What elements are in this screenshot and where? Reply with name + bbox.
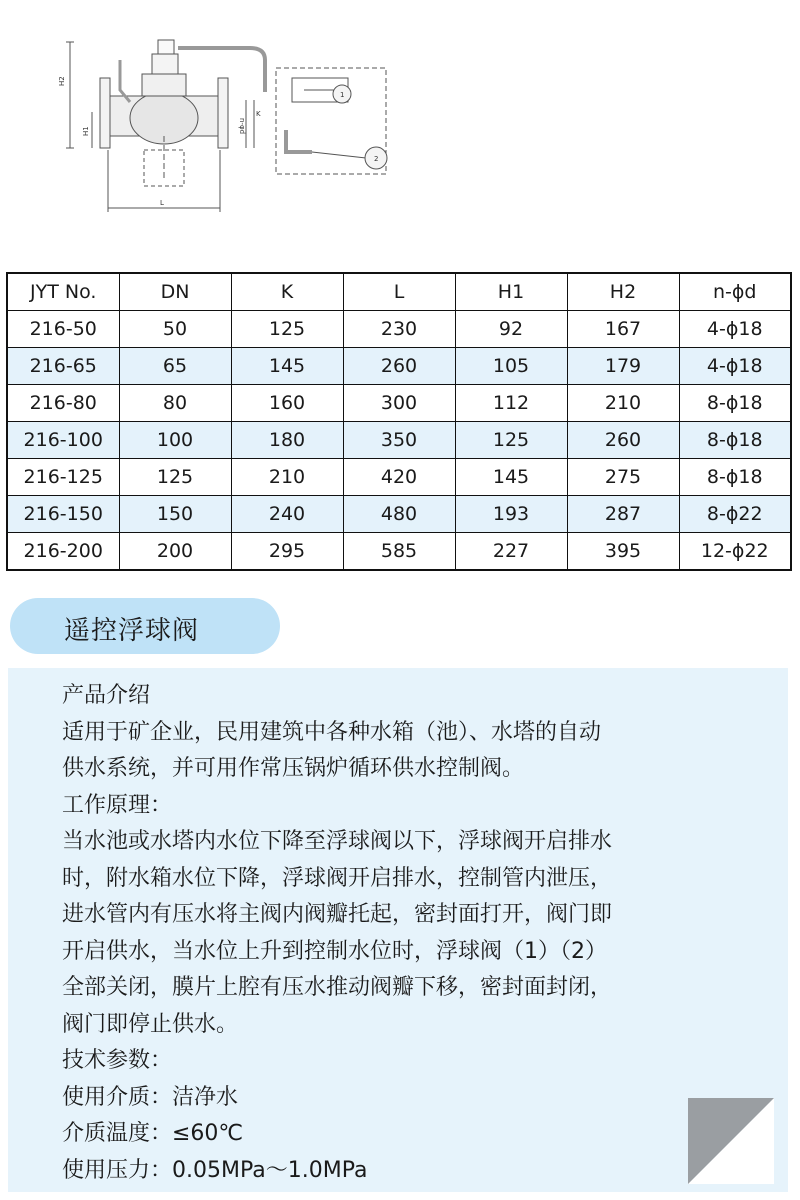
table-cell: 167: [567, 311, 679, 348]
table-cell: 240: [231, 496, 343, 533]
param-medium: 使用介质：洁净水: [62, 1084, 239, 1110]
table-cell: 480: [343, 496, 455, 533]
col-header-h1: H1: [455, 273, 567, 311]
paragraph-line: 时，附水箱水位下降，浮球阀开启排水，控制管内泄压，: [62, 865, 613, 891]
table-row: [7, 385, 791, 422]
table-cell: 125: [119, 459, 231, 496]
col-header-dn: DN: [119, 273, 231, 311]
table-cell: 8-ϕ22: [679, 496, 791, 533]
table-cell: 80: [119, 385, 231, 422]
table-row: [7, 311, 791, 348]
table-cell: 65: [119, 348, 231, 385]
valve-technical-drawing: [60, 30, 400, 220]
table-cell: 200: [119, 533, 231, 571]
page-corner-fold-icon: [688, 1098, 774, 1184]
table-cell: 4-ϕ18: [679, 311, 791, 348]
table-row: [7, 459, 791, 496]
col-header-jyt-no: JYT No.: [7, 273, 119, 311]
section-title: 遥控浮球阀: [64, 616, 200, 646]
table-cell: 216-150: [7, 496, 119, 533]
table-cell: 193: [455, 496, 567, 533]
table-cell: 4-ϕ18: [679, 348, 791, 385]
table-cell: 350: [343, 422, 455, 459]
col-header-k: K: [231, 273, 343, 311]
col-header-h2: H2: [567, 273, 679, 311]
table-cell: 260: [343, 348, 455, 385]
table-cell: 216-100: [7, 422, 119, 459]
table-cell: 216-80: [7, 385, 119, 422]
float-label-2: 2: [374, 155, 379, 163]
dim-label-k: K: [256, 110, 261, 118]
product-description-text: [62, 678, 742, 1189]
table-cell: 12-ϕ22: [679, 533, 791, 571]
table-cell: 105: [455, 348, 567, 385]
table-cell: 216-65: [7, 348, 119, 385]
table-cell: 210: [231, 459, 343, 496]
paragraph-line: 开启供水，当水位上升到控制水位时，浮球阀（1）（2）: [62, 938, 607, 964]
dim-label-h1: H1: [82, 126, 90, 136]
param-temperature: 介质温度：≤60℃: [62, 1121, 244, 1146]
dim-label-h2: H2: [58, 76, 66, 86]
table-cell: 180: [231, 422, 343, 459]
paragraph-line: 阀门即停止供水。: [62, 1011, 239, 1037]
table-cell: 260: [567, 422, 679, 459]
table-cell: 8-ϕ18: [679, 459, 791, 496]
section-title-pill: [10, 598, 280, 654]
table-row: [7, 422, 791, 459]
table-cell: 216-200: [7, 533, 119, 571]
heading-technical-params: 技术参数：: [62, 1048, 173, 1073]
table-cell: 125: [455, 422, 567, 459]
spec-table: [6, 272, 792, 571]
table-cell: 216-50: [7, 311, 119, 348]
table-cell: 585: [343, 533, 455, 571]
param-pressure: 使用压力：0.05MPa～1.0MPa: [62, 1157, 368, 1183]
table-cell: 275: [567, 459, 679, 496]
table-cell: 227: [455, 533, 567, 571]
table-cell: 295: [231, 533, 343, 571]
table-cell: 210: [567, 385, 679, 422]
dim-label-n-phi-d: n-φd: [238, 118, 246, 135]
table-cell: 150: [119, 496, 231, 533]
table-cell: 420: [343, 459, 455, 496]
table-cell: 395: [567, 533, 679, 571]
table-cell: 160: [231, 385, 343, 422]
table-cell: 125: [231, 311, 343, 348]
paragraph-line: 适用于矿企业，民用建筑中各种水箱（池）、水塔的自动: [62, 719, 602, 745]
table-cell: 8-ϕ18: [679, 422, 791, 459]
heading-product-intro: 产品介绍: [62, 683, 151, 708]
table-row: [7, 348, 791, 385]
table-cell: 145: [231, 348, 343, 385]
col-header-l: L: [343, 273, 455, 311]
table-cell: 92: [455, 311, 567, 348]
paragraph-line: 进水管内有压水将主阀内阀瓣托起，密封面打开，阀门即: [62, 902, 613, 927]
paragraph-line: 全部关闭，膜片上腔有压水推动阀瓣下移，密封面封闭，: [62, 975, 613, 1000]
table-cell: 287: [567, 496, 679, 533]
table-header-row: [7, 273, 791, 311]
product-description-panel: [8, 668, 788, 1192]
table-cell: 112: [455, 385, 567, 422]
col-header-n-phi-d: n-ϕd: [679, 273, 791, 311]
table-row: [7, 533, 791, 571]
table-row: [7, 496, 791, 533]
table-cell: 50: [119, 311, 231, 348]
table-cell: 300: [343, 385, 455, 422]
float-label-1: 1: [340, 91, 345, 99]
table-cell: 179: [567, 348, 679, 385]
table-cell: 230: [343, 311, 455, 348]
table-cell: 216-125: [7, 459, 119, 496]
table-cell: 145: [455, 459, 567, 496]
heading-working-principle: 工作原理：: [62, 792, 173, 818]
table-cell: 100: [119, 422, 231, 459]
paragraph-line: 供水系统，并可用作常压锅炉循环供水控制阀。: [62, 756, 525, 781]
table-cell: 8-ϕ18: [679, 385, 791, 422]
dim-label-l: L: [160, 199, 164, 207]
paragraph-line: 当水池或水塔内水位下降至浮球阀以下，浮球阀开启排水: [62, 829, 613, 854]
